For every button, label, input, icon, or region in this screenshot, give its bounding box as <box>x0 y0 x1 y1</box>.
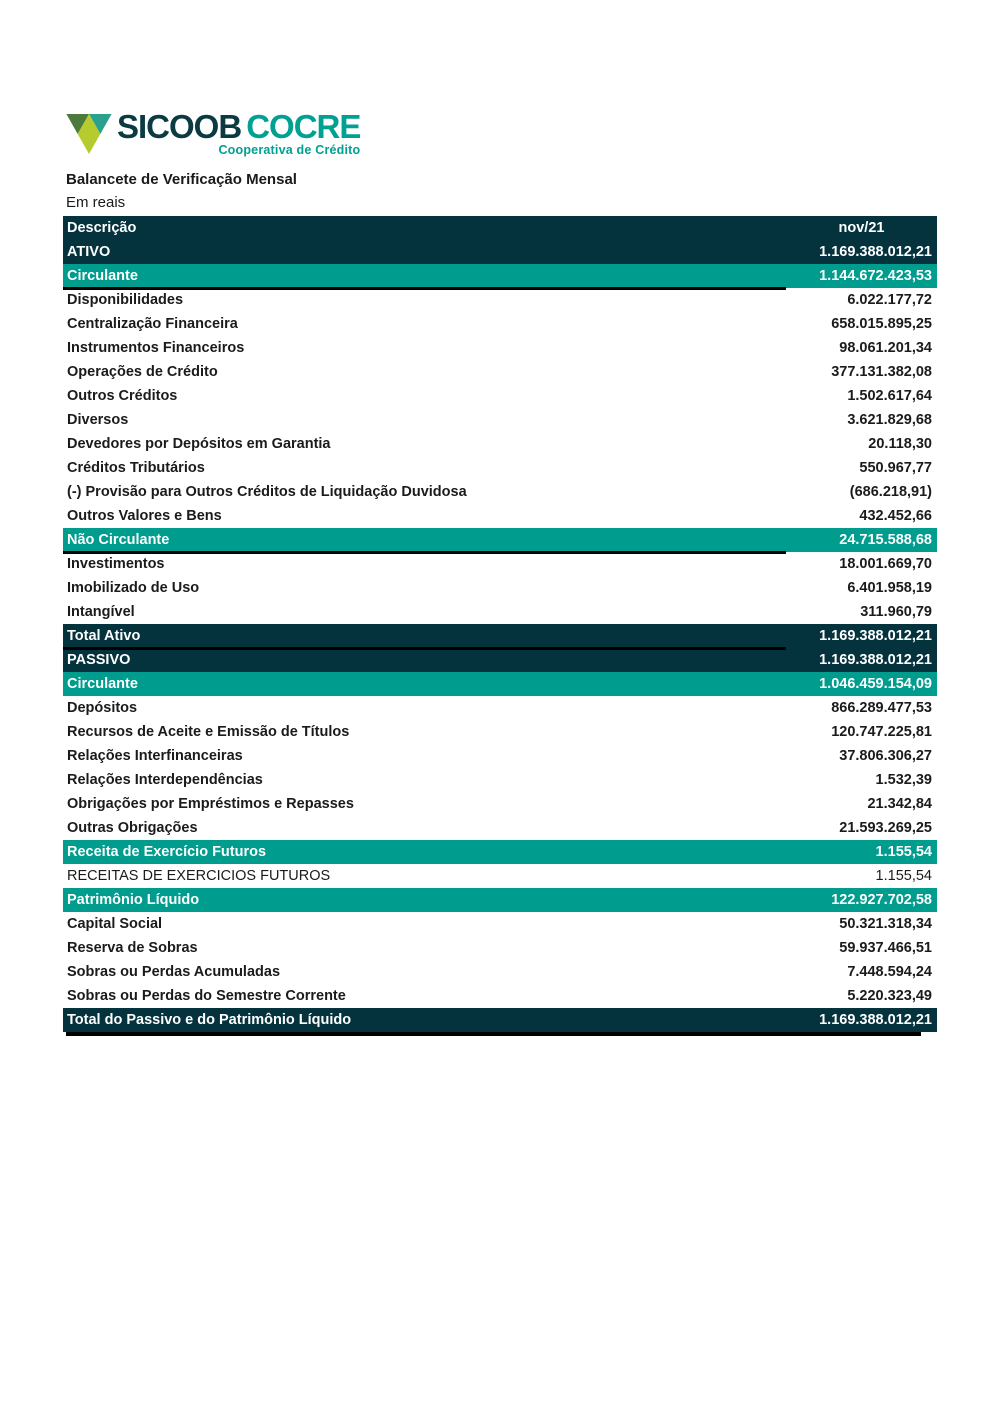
row-value: 1.169.388.012,21 <box>819 628 932 644</box>
header-description: Descrição <box>67 220 137 236</box>
row-value: 37.806.306,27 <box>839 748 932 764</box>
page-subtitle: Em reais <box>66 194 126 211</box>
table-row <box>63 552 937 576</box>
row-value: 1.046.459.154,09 <box>819 676 932 692</box>
table-row <box>63 432 937 456</box>
row-label: Depósitos <box>67 700 138 716</box>
balance-table <box>63 216 937 1032</box>
table-header-row <box>63 216 937 240</box>
table-row <box>63 576 937 600</box>
table-row <box>63 504 937 528</box>
row-label: Créditos Tributários <box>67 460 205 476</box>
row-label: PASSIVO <box>67 652 131 668</box>
table-row <box>63 672 937 696</box>
table-row <box>63 1008 937 1032</box>
table-row <box>63 312 937 336</box>
row-value: 1.169.388.012,21 <box>819 244 932 260</box>
row-label: Receita de Exercício Futuros <box>67 844 267 860</box>
table-row <box>63 528 937 552</box>
row-label: Obrigações por Empréstimos e Repasses <box>67 796 354 812</box>
header-period: nov/21 <box>838 220 885 236</box>
row-label: Não Circulante <box>67 532 170 548</box>
row-value: 658.015.895,25 <box>831 316 932 332</box>
row-label: Relações Interdependências <box>67 772 263 788</box>
row-label: Patrimônio Líquido <box>67 892 200 908</box>
table-row <box>63 384 937 408</box>
row-value: 1.502.617,64 <box>847 388 932 404</box>
table-row <box>63 360 937 384</box>
table-row <box>63 624 937 648</box>
table-row <box>63 696 937 720</box>
row-value: 21.593.269,25 <box>839 820 932 836</box>
row-label: RECEITAS DE EXERCICIOS FUTUROS <box>67 868 331 884</box>
table-row <box>63 864 937 888</box>
row-label: Circulante <box>67 676 138 692</box>
row-value: 432.452,66 <box>859 508 932 524</box>
row-value: 3.621.829,68 <box>847 412 932 428</box>
table-body <box>63 240 937 1032</box>
row-value: 18.001.669,70 <box>839 556 932 572</box>
row-value: 7.448.594,24 <box>847 964 932 980</box>
row-value: 6.022.177,72 <box>847 292 932 308</box>
row-label: Devedores por Depósitos em Garantia <box>67 436 331 452</box>
row-value: 1.155,54 <box>875 868 932 884</box>
row-value: 50.321.318,34 <box>839 916 932 932</box>
row-label: Recursos de Aceite e Emissão de Títulos <box>67 724 350 740</box>
row-value: 1.532,39 <box>875 772 932 788</box>
row-value: 24.715.588,68 <box>839 532 932 548</box>
row-value: (686.218,91) <box>849 484 932 500</box>
logo-wordmark <box>117 110 360 157</box>
row-value: 550.967,77 <box>859 460 932 476</box>
table-row <box>63 648 937 672</box>
table-row <box>63 264 937 288</box>
row-label: Intangível <box>67 604 135 620</box>
row-label: Centralização Financeira <box>67 316 238 332</box>
table-row <box>63 936 937 960</box>
table-row <box>63 912 937 936</box>
table-row <box>63 840 937 864</box>
row-label: Investimentos <box>67 556 165 572</box>
sicoob-triangle-icon <box>64 114 114 154</box>
row-value: 122.927.702,58 <box>831 892 932 908</box>
row-value: 21.342,84 <box>867 796 932 812</box>
row-value: 1.155,54 <box>875 844 932 860</box>
row-label: Outras Obrigações <box>67 820 198 836</box>
row-value: 1.144.672.423,53 <box>819 268 932 284</box>
row-value: 120.747.225,81 <box>831 724 932 740</box>
row-label: Outros Créditos <box>67 388 178 404</box>
row-value: 20.118,30 <box>868 436 932 452</box>
row-value: 6.401.958,19 <box>847 580 932 596</box>
row-label: Operações de Crédito <box>67 364 218 380</box>
table-row <box>63 792 937 816</box>
table-row <box>63 816 937 840</box>
row-value: 866.289.477,53 <box>831 700 932 716</box>
table-row <box>63 720 937 744</box>
logo-wordmark-line <box>117 110 360 144</box>
logo-tagline: Cooperativa de Crédito <box>218 143 361 157</box>
row-label: Outros Valores e Bens <box>67 508 222 524</box>
logo-text-sicoob: SICOOB <box>117 108 242 145</box>
row-label: Total do Passivo e do Patrimônio Líquido <box>67 1012 352 1028</box>
table-row <box>63 408 937 432</box>
row-label: Circulante <box>67 268 138 284</box>
row-label: Instrumentos Financeiros <box>67 340 245 356</box>
table-row <box>63 480 937 504</box>
page-title: Balancete de Verificação Mensal <box>66 171 297 188</box>
table-row <box>63 744 937 768</box>
row-label: Diversos <box>67 412 129 428</box>
table-row <box>63 240 937 264</box>
table-row <box>63 336 937 360</box>
table-row <box>63 288 937 312</box>
row-label: Disponibilidades <box>67 292 184 308</box>
row-value: 59.937.466,51 <box>839 940 932 956</box>
logo-text-cocre: COCRE <box>246 108 361 145</box>
row-value: 377.131.382,08 <box>831 364 932 380</box>
row-label: Capital Social <box>67 916 163 932</box>
row-label: Sobras ou Perdas do Semestre Corrente <box>67 988 346 1004</box>
table-row <box>63 984 937 1008</box>
table-row <box>63 456 937 480</box>
table-row <box>63 768 937 792</box>
row-value: 98.061.201,34 <box>839 340 932 356</box>
row-value: 311.960,79 <box>860 604 932 620</box>
row-value: 5.220.323,49 <box>847 988 932 1004</box>
row-value: 1.169.388.012,21 <box>819 652 932 668</box>
row-label: Reserva de Sobras <box>67 940 198 956</box>
row-label: Sobras ou Perdas Acumuladas <box>67 964 281 980</box>
row-label: (-) Provisão para Outros Créditos de Liquidação Duvidosa <box>67 484 467 500</box>
row-label: Total Ativo <box>67 628 141 644</box>
row-label: Relações Interfinanceiras <box>67 748 243 764</box>
table-row <box>63 888 937 912</box>
table-row <box>63 600 937 624</box>
row-value: 1.169.388.012,21 <box>819 1012 932 1028</box>
row-label: ATIVO <box>67 244 111 260</box>
row-label: Imobilizado de Uso <box>67 580 200 596</box>
table-row <box>63 960 937 984</box>
logo <box>64 110 360 157</box>
